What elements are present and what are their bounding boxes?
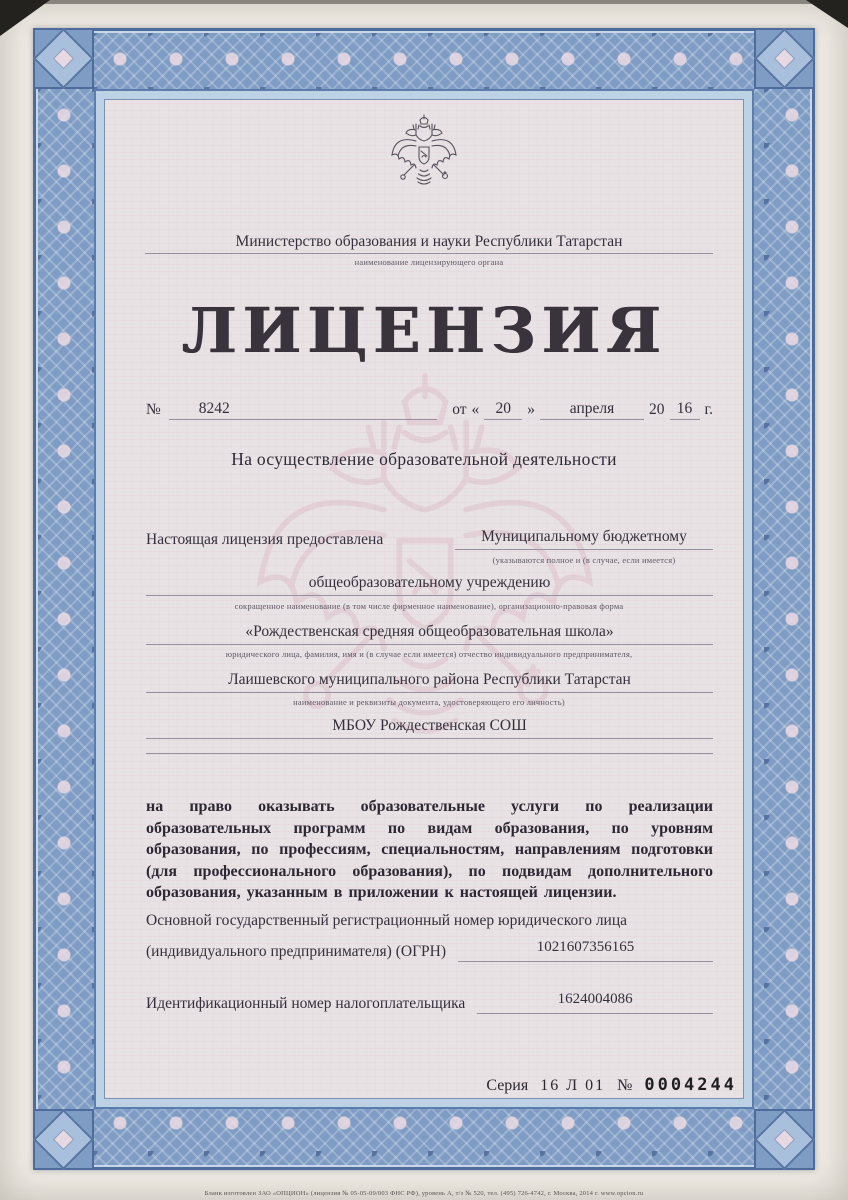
rights-paragraph: на право оказывать образовательные услуги по реализации образовательных программ по видам образования, по уровням образования, по профессиям, специальностям, направлениям подготовки (для профессионального образования), по подвидам дополнительного образования, указанным в приложении к настоящей лицензии. [146,798,713,901]
grantee-caption-1: (указываются полное и (в случае, если имеется) [492,555,676,565]
grantee-field-line-1: Муниципальному бюджетному [455,528,713,550]
ogrn-label-line-2: (индивидуального предпринимателя) (ОГРН) [146,943,447,960]
year-century: 20 [649,401,665,418]
grantee-field-line-5: МБОУ Рождественская СОШ [146,717,713,739]
inner-band [94,89,754,1109]
border-corner-ornament-bottom-left [33,1109,94,1170]
inn-label: Идентификационный номер налогоплательщика [146,995,466,1012]
number-sign: № [146,401,161,418]
scan-edge-shadow [0,0,848,4]
date-close-quote: » [527,401,536,418]
issue-day: 20 [484,400,522,420]
coat-of-arms [105,113,743,213]
double-headed-eagle-icon [389,113,459,208]
ogrn-row [146,936,713,962]
year-suffix: г. [704,401,713,418]
grantee-label: Настоящая лицензия предоставлена [146,531,384,548]
series-number-sign: № [617,1077,633,1094]
grantee-field-line-empty [146,736,713,754]
certificate-body [104,99,744,1099]
printer-imprint: Бланк изготовлен ЗАО «ОПЦИОН» (лицензия № 05-05-09/003 ФНС РФ), уровень А, т/з № 520, тел. (495) 726-4742, г. Москва, 2014 г. www.opcion.ru [204,1190,644,1197]
document-title: ЛИЦЕНЗИЯ [181,294,667,367]
issuer-caption: наименование лицензирующего органа [354,257,504,267]
license-number-group [146,400,437,420]
border-corner-ornament-top-left [33,28,94,89]
issue-date [452,400,713,420]
inn-value: 1624004086 [477,991,713,1014]
grantee-caption-3: юридического лица, фамилия, имя и (в случае если имеется) отчество индивидуального предпринимателя, [225,649,633,659]
ogrn-value: 1021607356165 [458,939,713,962]
series-label: Серия [486,1077,529,1094]
series-number: 0004244 [644,1075,737,1095]
grantee-field-line-3: «Рождественская средняя общеобразовательная школа» [146,623,713,645]
issue-month: апреля [540,400,644,420]
grantee-caption-2: сокращенное наименование (в том числе фирменное наименование), организационно-правовая форма [234,601,624,611]
document-subtitle: На осуществление образовательной деятельности [231,449,617,469]
license-number-value: 8242 [169,400,437,420]
date-open-quote: « [471,401,480,418]
grantee-field-line-4: Лаишевского муниципального района Республики Татарстан [146,671,713,693]
grantee-caption-4: наименование и реквизиты документа, удостоверяющего его личность) [293,697,565,707]
series-value: 16 Л 01 [540,1077,606,1094]
scan-artifact-top-right [806,0,848,28]
inn-row [146,986,713,1014]
date-from-word: от [452,401,467,418]
border-corner-ornament-bottom-right [754,1109,815,1170]
license-number-row [146,396,713,420]
series-row [486,1075,737,1095]
grantee-field-line-2: общеобразовательному учреждению [146,574,713,596]
ogrn-label-line-1: Основной государственный регистрационный номер юридического лица [146,912,628,929]
issuer-name: Министерство образования и науки Республики Татарстан [145,233,713,254]
ornate-guilloche-border [33,28,815,1170]
border-corner-ornament-top-right [754,28,815,89]
issue-year: 16 [670,400,700,420]
